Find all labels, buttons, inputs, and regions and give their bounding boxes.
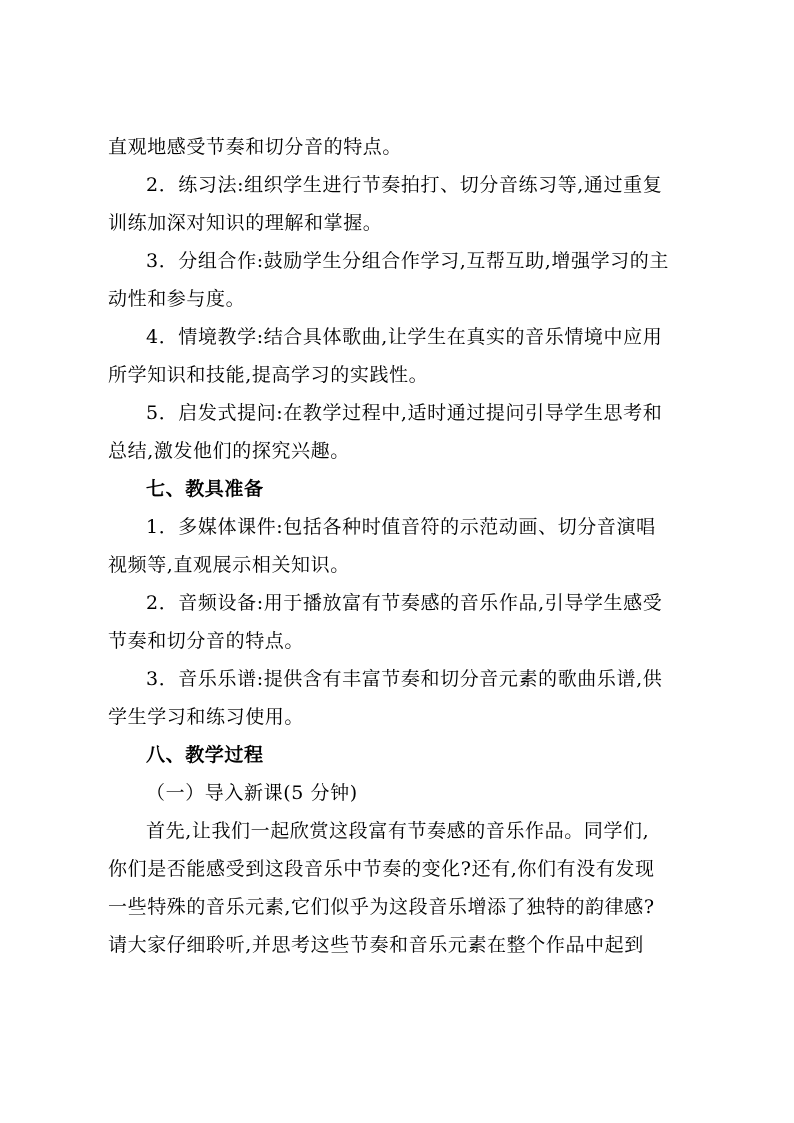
section-7-heading: 七、教具准备 [146,478,264,500]
teaching-method-4-line-2: 所学知识和技能,提高学习的实践性。 [108,364,429,386]
intro-paragraph-line-4: 请大家仔细聆听,并思考这些节奏和音乐元素在整个作品中起到 [108,934,644,956]
intro-paragraph-line-1: 首先,让我们一起欣赏这段富有节奏感的音乐作品。同学们, [146,820,650,842]
intro-paragraph-line-3: 一些特殊的音乐元素,它们似乎为这段音乐增添了独特的韵律感? [108,896,655,918]
section-8-heading: 八、教学过程 [146,744,264,766]
intro-paragraph-line-2: 你们是否能感受到这段音乐中节奏的变化?还有,你们有没有发现 [108,858,655,880]
teaching-method-2-line-2: 训练加深对知识的理解和掌握。 [108,212,383,234]
teaching-tool-1-line-2: 视频等,直观展示相关知识。 [108,554,350,576]
teaching-method-2-line-1: 2．练习法:组织学生进行节奏拍打、切分音练习等,通过重复 [146,174,663,196]
teaching-method-5-line-1: 5．启发式提问:在教学过程中,适时通过提问引导学生思考和 [146,402,663,424]
teaching-tool-2-line-2: 节奏和切分音的特点。 [108,630,305,652]
teaching-method-3-line-2: 动性和参与度。 [108,288,246,310]
teaching-method-5-line-2: 总结,激发他们的探究兴趣。 [108,440,350,462]
teaching-tool-3-line-1: 3．音乐乐谱:提供含有丰富节奏和切分音元素的歌曲乐谱,供 [146,668,663,690]
subsection-1-heading: （一）导入新课(5 分钟) [146,782,358,804]
paragraph-line: 直观地感受节奏和切分音的特点。 [108,136,403,158]
teaching-tool-2-line-1: 2．音频设备:用于播放富有节奏感的音乐作品,引导学生感受 [146,592,663,614]
teaching-method-4-line-1: 4．情境教学:结合具体歌曲,让学生在真实的音乐情境中应用 [146,326,663,348]
teaching-tool-1-line-1: 1．多媒体课件:包括各种时值音符的示范动画、切分音演唱 [146,516,656,538]
teaching-tool-3-line-2: 学生学习和练习使用。 [108,706,305,728]
document-page [108,128,698,964]
teaching-method-3-line-1: 3．分组合作:鼓励学生分组合作学习,互帮互助,增强学习的主 [146,250,669,272]
